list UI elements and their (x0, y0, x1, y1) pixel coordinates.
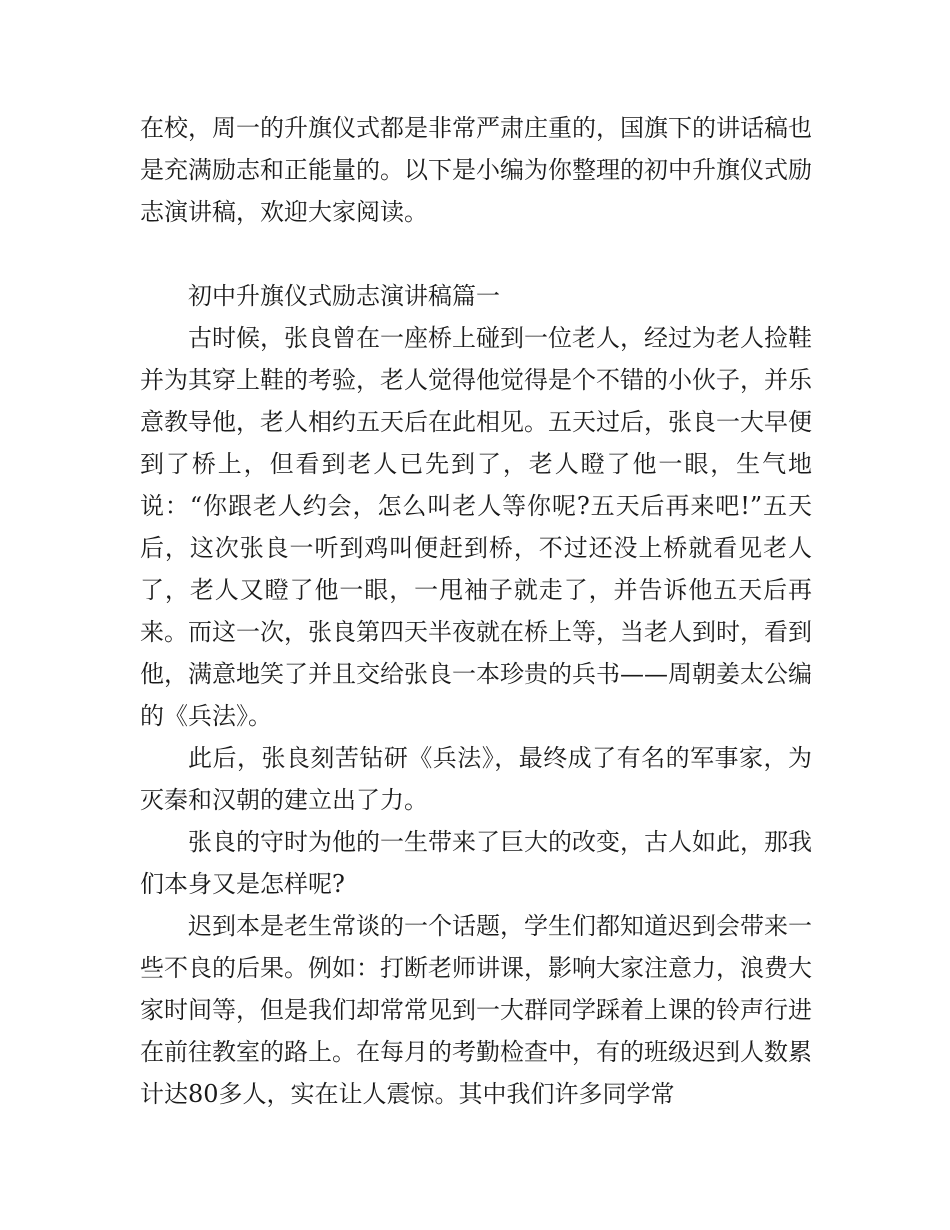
body-paragraph-4: 迟到本是老生常谈的一个话题，学生们都知道迟到会带来一些不良的后果。例如：打断老师讲课，影响大家注意力，浪费大家时间等，但是我们却常常见到一大群同学踩着上课的铃声行进在前往教室的路上。在每月的考勤检查中，有的班级迟到人数累计达80多人，实在让人震惊。其中我们许多同学常 (140, 912, 812, 1108)
body-paragraph-1: 古时候，张良曾在一座桥上碰到一位老人，经过为老人捡鞋并为其穿上鞋的考验，老人觉得他觉得是个不错的小伙子，并乐意教导他，老人相约五天后在此相见。五天过后，张良一大早便到了桥上，但看到老人已先到了，老人瞪了他一眼，生气地说：“你跟老人约会，怎么叫老人等你呢?五天后再来吧!”五天后，这次张良一听到鸡叫便赶到桥，不过还没上桥就看见老人了，老人又瞪了他一眼，一甩袖子就走了，并告诉他五天后再来。而这一次，张良第四天半夜就在桥上等，当老人到时，看到他，满意地笑了并且交给张良一本珍贵的兵书——周朝姜太公编的《兵法》。 (140, 324, 812, 730)
document-body (140, 107, 812, 1115)
body-paragraph-3: 张良的守时为他的一生带来了巨大的改变，古人如此，那我们本身又是怎样呢? (140, 828, 812, 898)
section-title: 初中升旗仪式励志演讲稿篇一 (188, 282, 500, 310)
paragraph-gap (140, 233, 812, 275)
body-paragraph-2: 此后，张良刻苦钻研《兵法》，最终成了有名的军事家，为灭秦和汉朝的建立出了力。 (140, 744, 812, 814)
intro-paragraph: 在校，周一的升旗仪式都是非常严肃庄重的，国旗下的讲话稿也是充满励志和正能量的。以下是小编为你整理的初中升旗仪式励志演讲稿，欢迎大家阅读。 (140, 114, 812, 226)
